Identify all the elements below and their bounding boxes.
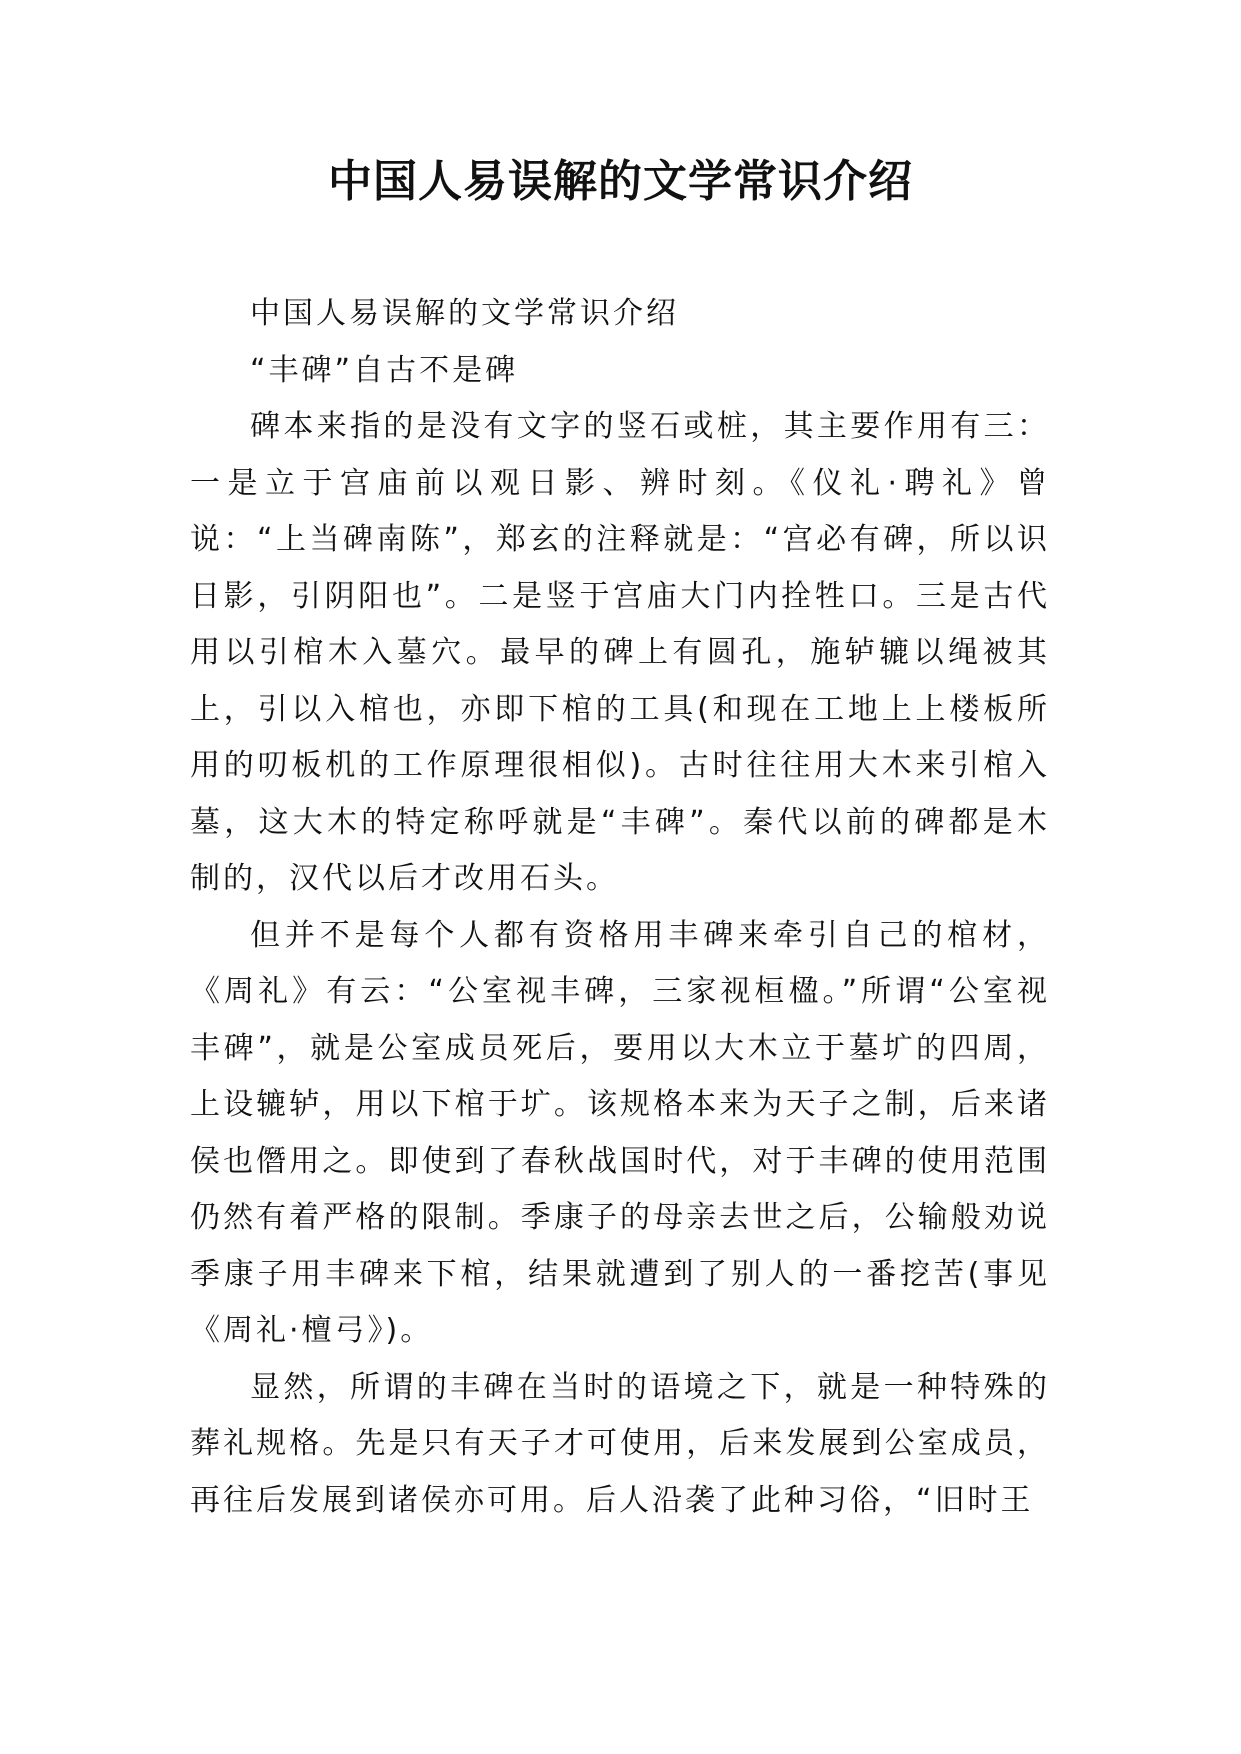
paragraph-3: 显然，所谓的丰碑在当时的语境之下，就是一种特殊的葬礼规格。先是只有天子才可使用，后来发展到公室成员，再往后发展到诸侯亦可用。后人沿袭了此种习俗，“旧时王 [190, 1369, 1050, 1518]
document-title: 中国人易误解的文学常识介绍 [328, 156, 913, 207]
paragraph-2: 但并不是每个人都有资格用丰碑来牵引自己的棺材，《周礼》有云：“公室视丰碑，三家视桓楹。”所谓“公室视丰碑”，就是公室成员死后，要用以大木立于墓圹的四周，上设辘轳，用以下棺于圹。该规格本来为天子之制，后来诸侯也僭用之。即使到了春秋战国时代，对于丰碑的使用范围仍然有着严格的限制。季康子的母亲去世之后，公输般劝说季康子用丰碑来下棺，结果就遭到了别人的一番挖苦(事见《周礼·檀弓》)。 [190, 917, 1050, 1348]
paragraph-1: 碑本来指的是没有文字的竖石或桩，其主要作用有三：一是立于宫庙前以观日影、辨时刻。《仪礼·聘礼》曾说：“上当碑南陈”，郑玄的注释就是：“宫必有碑，所以识日影，引阴阳也”。二是竖于宫庙大门内拴牲口。三是古代用以引棺木入墓穴。最早的碑上有圆孔，施轳辘以绳被其上，引以入棺也，亦即下棺的工具(和现在工地上上楼板所用的叨板机的工作原理很相似)。古时往往用大木来引棺入墓，这大木的特定称呼就是“丰碑”。秦代以前的碑都是木制的，汉代以后才改用石头。 [190, 409, 1050, 896]
document-body [190, 286, 1050, 1529]
body-subtitle: 中国人易误解的文学常识介绍 [250, 296, 679, 331]
section-heading: “丰碑”自古不是碑 [250, 352, 519, 388]
